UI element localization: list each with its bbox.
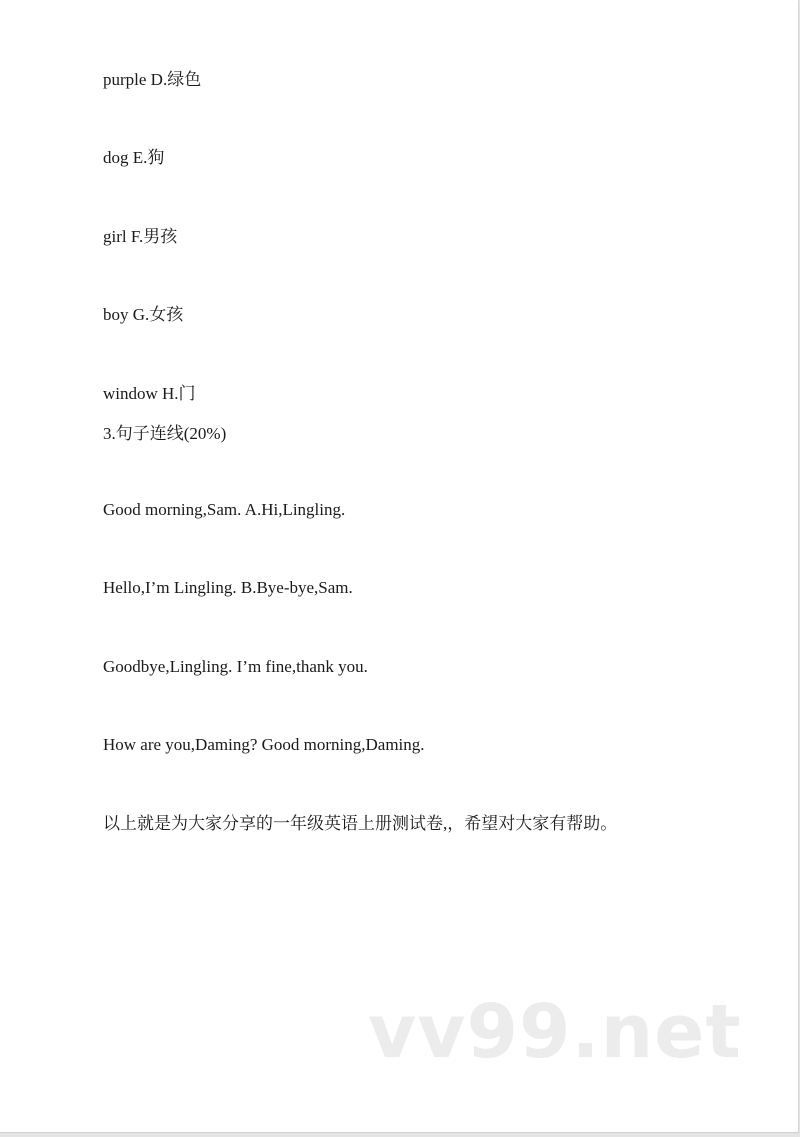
match-line-purple: purple D.绿色 <box>103 70 202 89</box>
sentence-line-2: Hello,I’m Lingling. B.Bye-bye,Sam. <box>103 578 353 597</box>
page-bottom-edge <box>0 1133 800 1137</box>
sentence-line-3: Goodbye,Lingling. I’m fine,thank you. <box>103 657 368 676</box>
match-line-dog: dog E.狗 <box>103 148 165 167</box>
section-heading: 3.句子连线(20%) <box>103 424 227 443</box>
match-line-window: window H.门 <box>103 384 196 403</box>
watermark: vv99.net <box>368 989 742 1075</box>
match-line-boy: boy G.女孩 <box>103 305 184 324</box>
closing-paragraph: 以上就是为大家分享的一年级英语上册测试卷,，希望对大家有帮助。 <box>103 814 618 833</box>
sentence-line-1: Good morning,Sam. A.Hi,Lingling. <box>103 500 346 519</box>
sentence-line-4: How are you,Daming? Good morning,Daming. <box>103 735 425 754</box>
match-line-girl: girl F.男孩 <box>103 227 178 246</box>
